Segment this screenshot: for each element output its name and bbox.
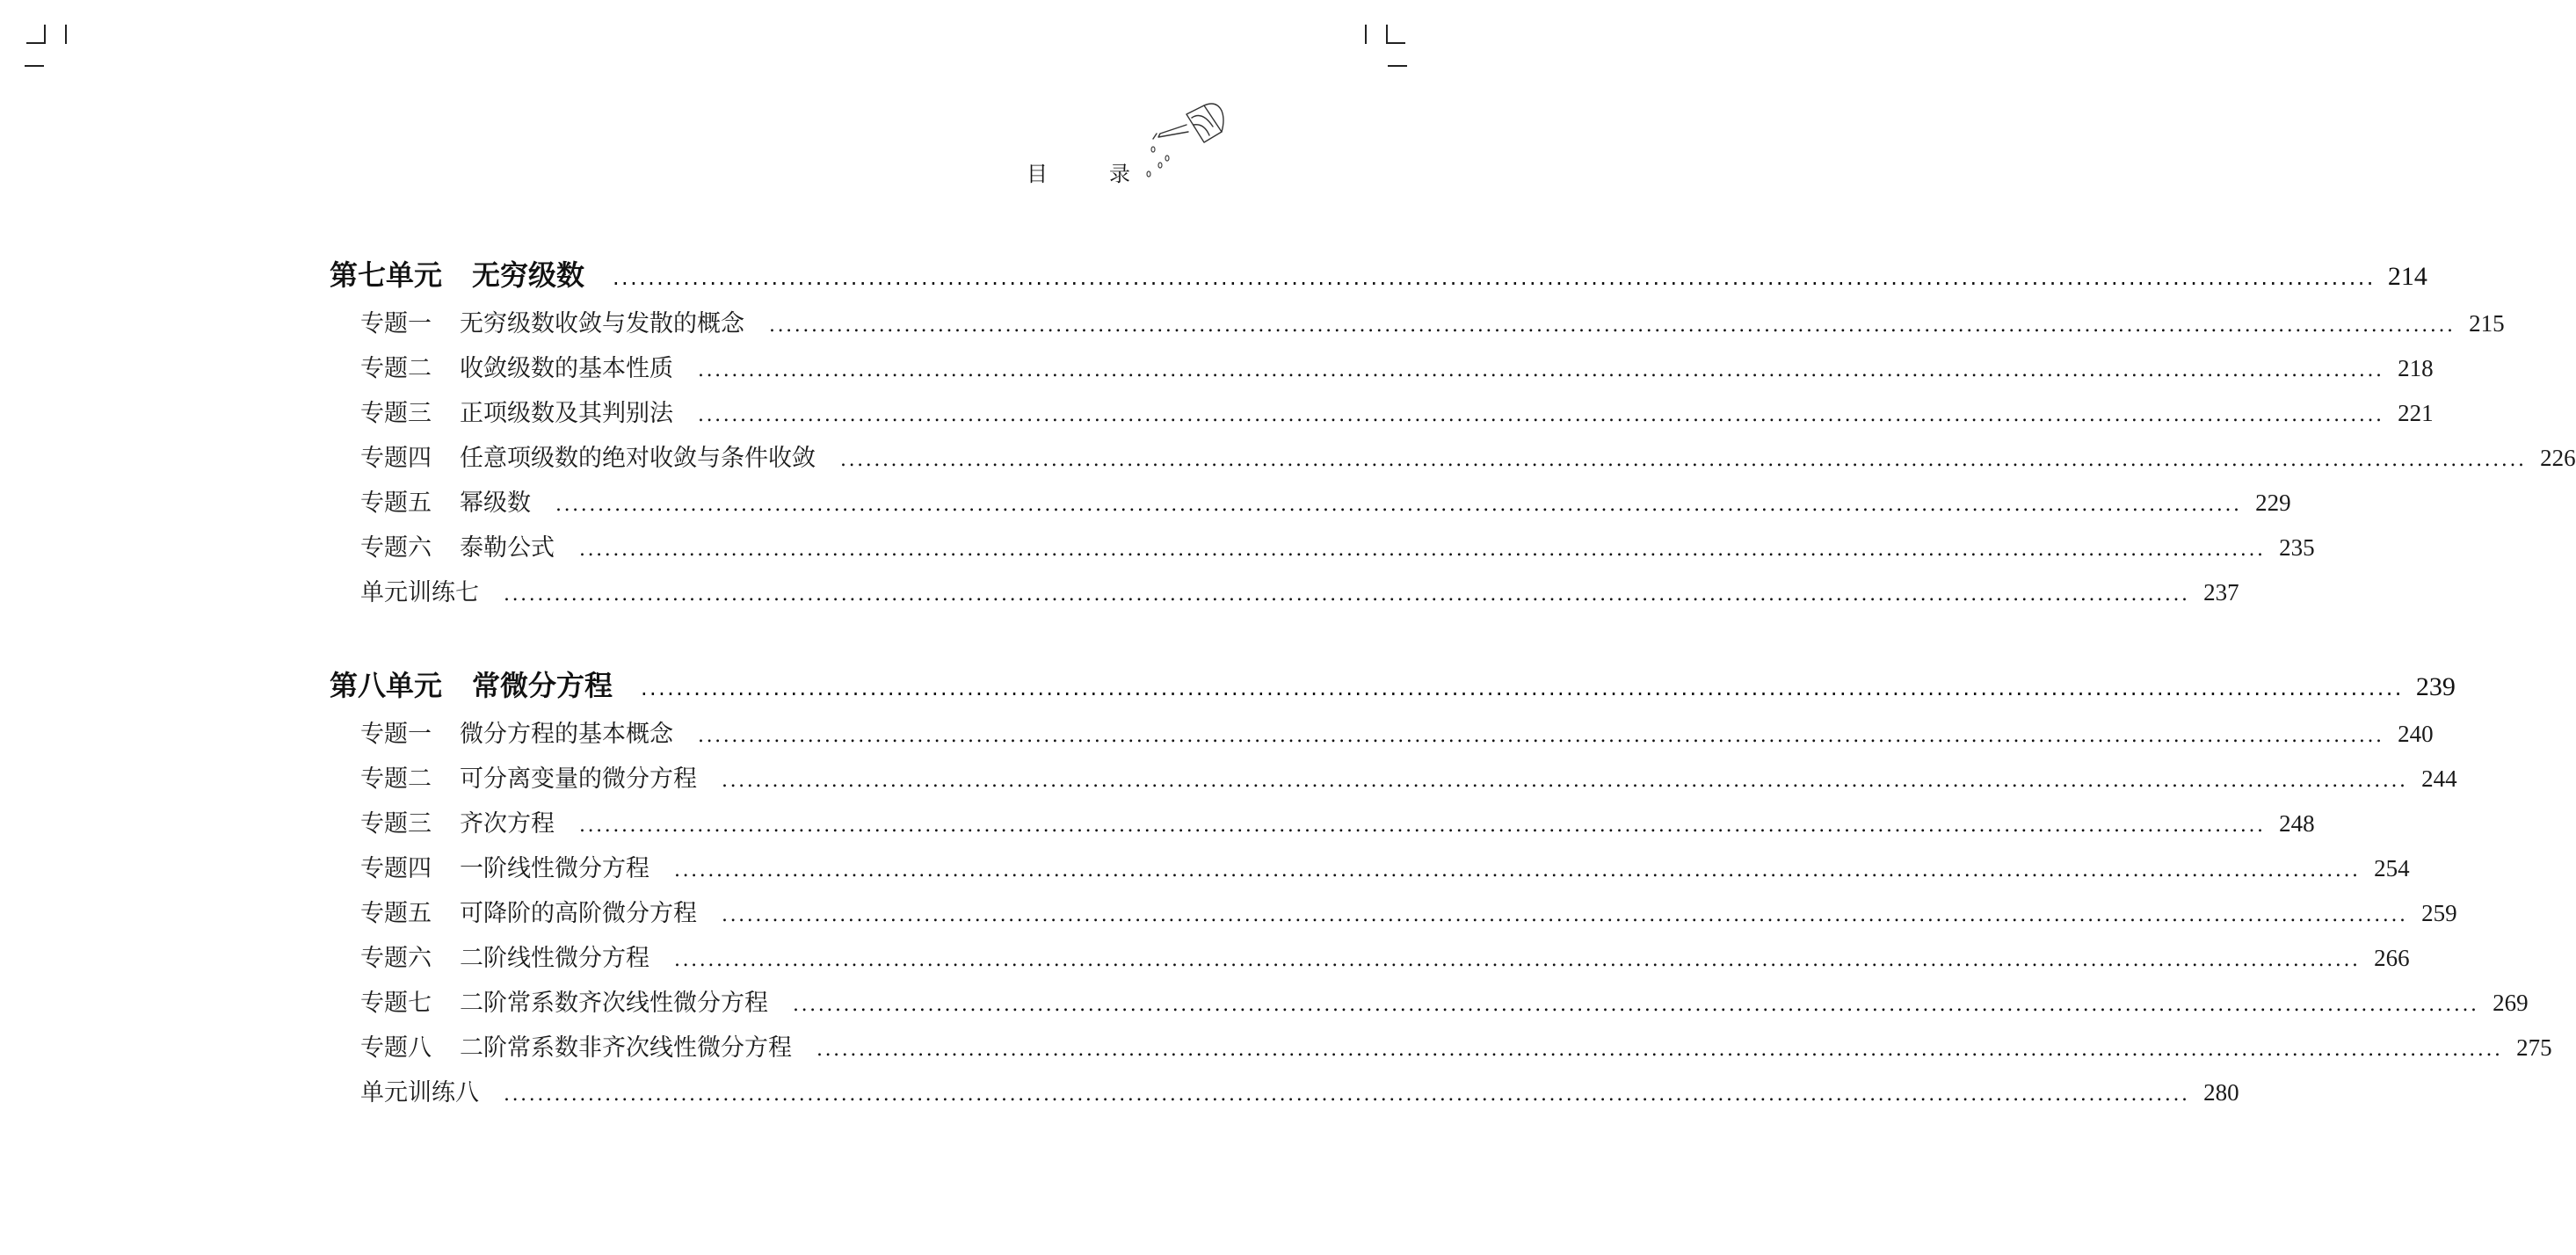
page-number: 280 [2203, 1079, 2239, 1106]
watering-can-icon [1141, 98, 1230, 186]
page-number: 235 [2279, 534, 2315, 561]
dot-leader: ........................................................................................................................................................................................................ [698, 359, 2384, 381]
entry-title: 微分方程的基本概念 [460, 721, 673, 748]
toc-entry[interactable] [330, 715, 2434, 759]
page-number: 226 [2540, 445, 2576, 471]
toc-header-title [1027, 156, 1130, 187]
entry-label: 专题五 [360, 900, 432, 927]
entry-title: 无穷级数收敛与发散的概念 [460, 310, 744, 337]
toc-entry[interactable] [330, 304, 2505, 349]
unit-title: 常微分方程 [472, 669, 613, 702]
dot-leader: ........................................................................................................................................................................................................ [722, 770, 2408, 792]
entry-title: 可降阶的高阶微分方程 [460, 900, 697, 927]
unit-label: 第七单元 [330, 258, 443, 292]
dot-leader: ........................................................................................................................................................................................................ [674, 949, 2361, 971]
toc-unit [330, 253, 2576, 618]
entry-label: 专题一 [360, 310, 432, 337]
page-number: 218 [2398, 355, 2434, 381]
entry-label: 专题八 [360, 1034, 432, 1062]
entry-label: 专题七 [360, 990, 432, 1017]
page-number: 275 [2516, 1034, 2552, 1061]
page-number: 237 [2203, 579, 2239, 606]
dot-leader: ........................................................................................................................................................................................................ [769, 315, 2456, 337]
page-number: 240 [2398, 721, 2434, 747]
toc-unit-heading[interactable] [330, 253, 2427, 304]
page-number: 221 [2398, 400, 2434, 426]
page-number: 254 [2374, 855, 2410, 881]
unit-title: 无穷级数 [472, 258, 585, 292]
entry-title: 可分离变量的微分方程 [460, 765, 697, 793]
page-number: 229 [2255, 490, 2291, 516]
dot-leader: ........................................................................................................................................................................................................ [698, 404, 2384, 426]
dot-leader: ........................................................................................................................................................................................................ [722, 904, 2408, 926]
toc-entry[interactable] [330, 894, 2457, 939]
page-number: 269 [2493, 990, 2529, 1016]
entry-title: 二阶线性微分方程 [460, 945, 649, 972]
entry-title: 任意项级数的绝对收敛与条件收敛 [460, 445, 816, 472]
dot-leader: ........................................................................................................................................................................................................ [641, 676, 2404, 700]
entry-title: 正项级数及其判别法 [460, 400, 673, 427]
entry-title: 收敛级数的基本性质 [460, 355, 673, 382]
dot-leader: ........................................................................................................................................................................................................ [840, 449, 2527, 471]
toc-entry[interactable] [330, 983, 2529, 1028]
unit-label: 第八单元 [330, 669, 443, 702]
toc-unit [330, 664, 2552, 1118]
table-of-contents [330, 253, 2576, 1164]
entry-title: 幂级数 [460, 490, 531, 517]
dot-leader: ........................................................................................................................................................................................................ [698, 725, 2384, 747]
dot-leader: ........................................................................................................................................................................................................ [579, 815, 2266, 837]
dot-leader: ........................................................................................................................................................................................................ [504, 1084, 2190, 1106]
toc-entry[interactable] [330, 849, 2410, 894]
page-number: 239 [2415, 672, 2456, 701]
toc-entry[interactable] [330, 483, 2291, 528]
dot-leader: ........................................................................................................................................................................................................ [816, 1039, 2503, 1061]
entry-title: 二阶常系数齐次线性微分方程 [460, 990, 768, 1017]
toc-entry[interactable] [330, 939, 2410, 983]
dot-leader: ........................................................................................................................................................................................................ [555, 494, 2242, 516]
entry-title: 一阶线性微分方程 [460, 855, 649, 882]
toc-entry[interactable] [330, 1073, 2239, 1118]
dot-leader: ........................................................................................................................................................................................................ [674, 860, 2361, 881]
entry-title: 二阶常系数非齐次线性微分方程 [460, 1034, 792, 1062]
toc-entry[interactable] [330, 759, 2457, 804]
toc-header-char: 目 [1027, 162, 1048, 186]
toc-entry[interactable] [330, 528, 2315, 573]
dot-leader: ........................................................................................................................................................................................................ [579, 539, 2266, 561]
entry-label: 专题二 [360, 355, 432, 382]
page-number: 215 [2469, 310, 2505, 337]
dot-leader: ........................................................................................................................................................................................................ [504, 584, 2190, 606]
entry-label: 单元训练八 [360, 1079, 479, 1106]
entry-label: 专题四 [360, 445, 432, 472]
toc-entry[interactable] [330, 439, 2576, 483]
page-number: 244 [2421, 765, 2457, 792]
toc-entry[interactable] [330, 573, 2239, 618]
entry-label: 专题六 [360, 945, 432, 972]
entry-title: 齐次方程 [460, 810, 555, 838]
entry-label: 专题三 [360, 810, 432, 838]
toc-entry[interactable] [330, 394, 2434, 439]
page-number: 214 [2387, 262, 2427, 291]
toc-entry[interactable] [330, 1028, 2552, 1073]
entry-label: 单元训练七 [360, 579, 479, 606]
dot-leader: ........................................................................................................................................................................................................ [613, 265, 2376, 290]
toc-entry[interactable] [330, 349, 2434, 394]
entry-label: 专题六 [360, 534, 432, 562]
page-number: 266 [2374, 945, 2410, 971]
toc-entry[interactable] [330, 804, 2315, 849]
entry-label: 专题二 [360, 765, 432, 793]
entry-label: 专题四 [360, 855, 432, 882]
page-number: 248 [2279, 810, 2315, 837]
entry-label: 专题五 [360, 490, 432, 517]
toc-header-char: 录 [1109, 162, 1130, 186]
dot-leader: ........................................................................................................................................................................................................ [793, 994, 2479, 1016]
entry-label: 专题三 [360, 400, 432, 427]
entry-label: 专题一 [360, 721, 432, 748]
entry-title: 泰勒公式 [460, 534, 555, 562]
toc-unit-heading[interactable] [330, 664, 2456, 715]
page-number: 259 [2421, 900, 2457, 926]
